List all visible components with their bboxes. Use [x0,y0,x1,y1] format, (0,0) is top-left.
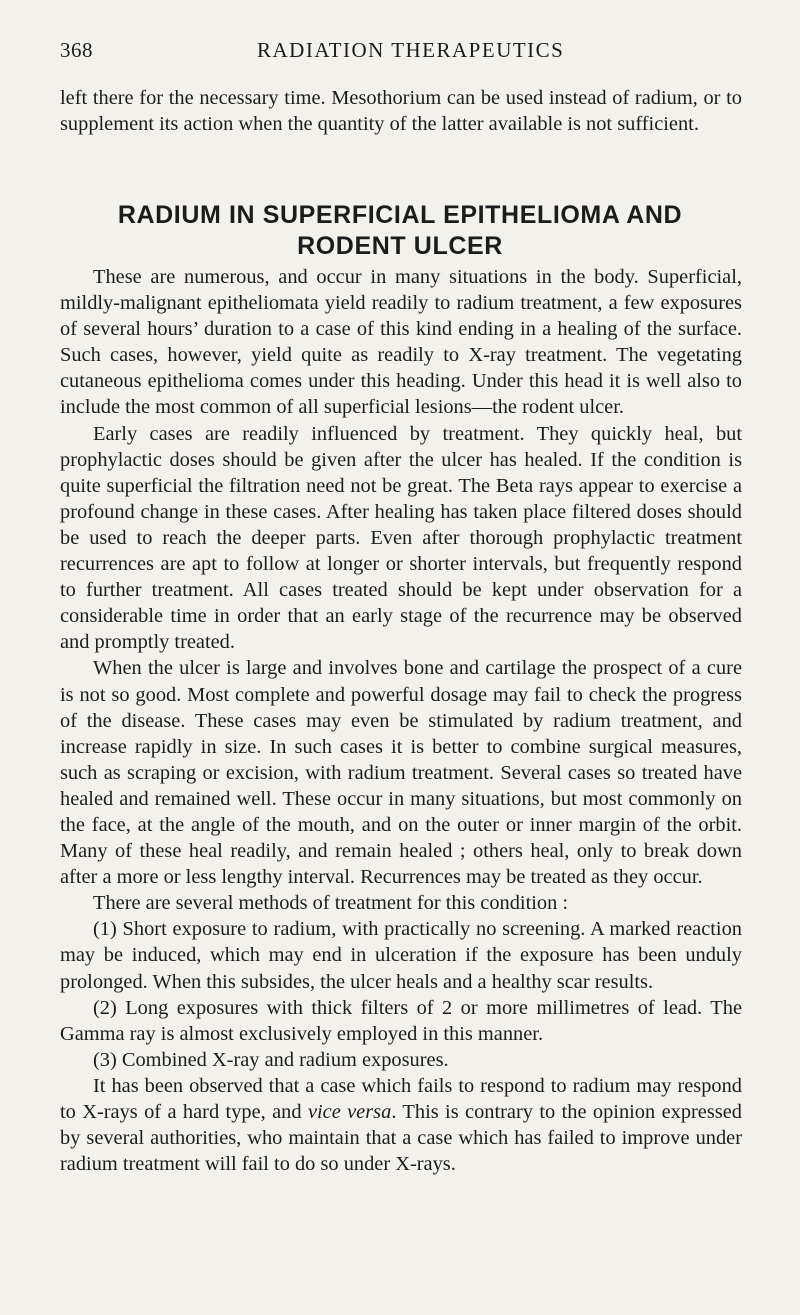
running-head [60,38,740,68]
section-body [60,264,742,1177]
paragraph-method-3: (3) Combined X-ray and radium exposures. [93,1048,449,1071]
section-heading [60,200,740,262]
xray-text-before: It has been observed that a case which fails to respond to radium may respond to X-rays of a hard type, and [60,1074,742,1123]
paragraph-method-2: (2) Long exposures with thick filters of 2 or more millimetres of lead. The Gamma ray is almost exclusively employed in this manner. [60,996,742,1045]
section-heading-line-1: RADIUM IN SUPERFICIAL EPITHELIOMA AND [117,201,683,229]
paragraph-large-ulcer: When the ulcer is large and involves bone and cartilage the prospect of a cure is not so good. Most complete and powerful dosage may fail to check the progress of the disease. These cases may even be stimulated by radium treatment, and increase rapidly in size. In such cases it is better to combine surgical measures, such as scraping or excision, with radium treatment. Several cases so treated have healed and remained well. These occur in many situations, but most commonly on the face, at the angle of the mouth, and on the outer or inner margin of the orbit. Many of these heal readily, and remain healed ; others heal, only to break down after a more or less lengthy interval. Recurrences may be treated as they occur. [60,657,742,889]
paragraph-overview: These are numerous, and occur in many situations in the body. Superficial, mildly-malignant epitheliomata yield readily to radium treatment, a few exposures of several hours’ duration to a case of this kind ending in a healing of the surface. Such cases, however, yield quite as readily to X-ray treatment. The vegetating cutaneous epithelioma comes under this heading. Under this head it is well also to include the most common of all superficial lesions—the rodent ulcer. [60,266,742,419]
continuation-paragraph: left there for the necessary time. Mesothorium can be used instead of radium, or to supplement its action when the quantity of the latter available is not sufficient. [60,87,742,136]
section-heading-line-2: RODENT ULCER [297,232,503,260]
page-number: 368 [60,38,93,62]
continuation-text [60,85,742,137]
running-title: RADIATION THERAPEUTICS [257,38,565,62]
xray-text-after: . This is contrary to the opinion expressed by several authorities, who maintain that a case which has failed to improve under radium treatment will fail to do so under X-rays. [60,1101,742,1176]
paragraph-methods-intro: There are several methods of treatment for this condition : [93,892,569,915]
paragraph-method-1: (1) Short exposure to radium, with practically no screening. A marked reaction may be induced, which may end in ulceration if the exposure has been unduly prolonged. When this subsides, the ulcer heals and a healthy scar results. [60,918,742,993]
paragraph-xray-comparison [60,1073,742,1177]
xray-text-italic: vice versa [307,1101,392,1123]
paragraph-early-cases: Early cases are readily influenced by treatment. They quickly heal, but prophylactic doses should be given after the ulcer has healed. If the condition is quite superficial the filtration need not be great. The Beta rays appear to exercise a profound change in these cases. After healing has taken place filtered doses should be used to reach the deeper parts. Even after thorough prophylactic treatment recurrences are apt to follow at longer or shorter intervals, but frequently respond to further treatment. All cases treated should be kept under observation for a considerable time in order that an early stage of the recurrence may be observed and promptly treated. [60,422,742,654]
